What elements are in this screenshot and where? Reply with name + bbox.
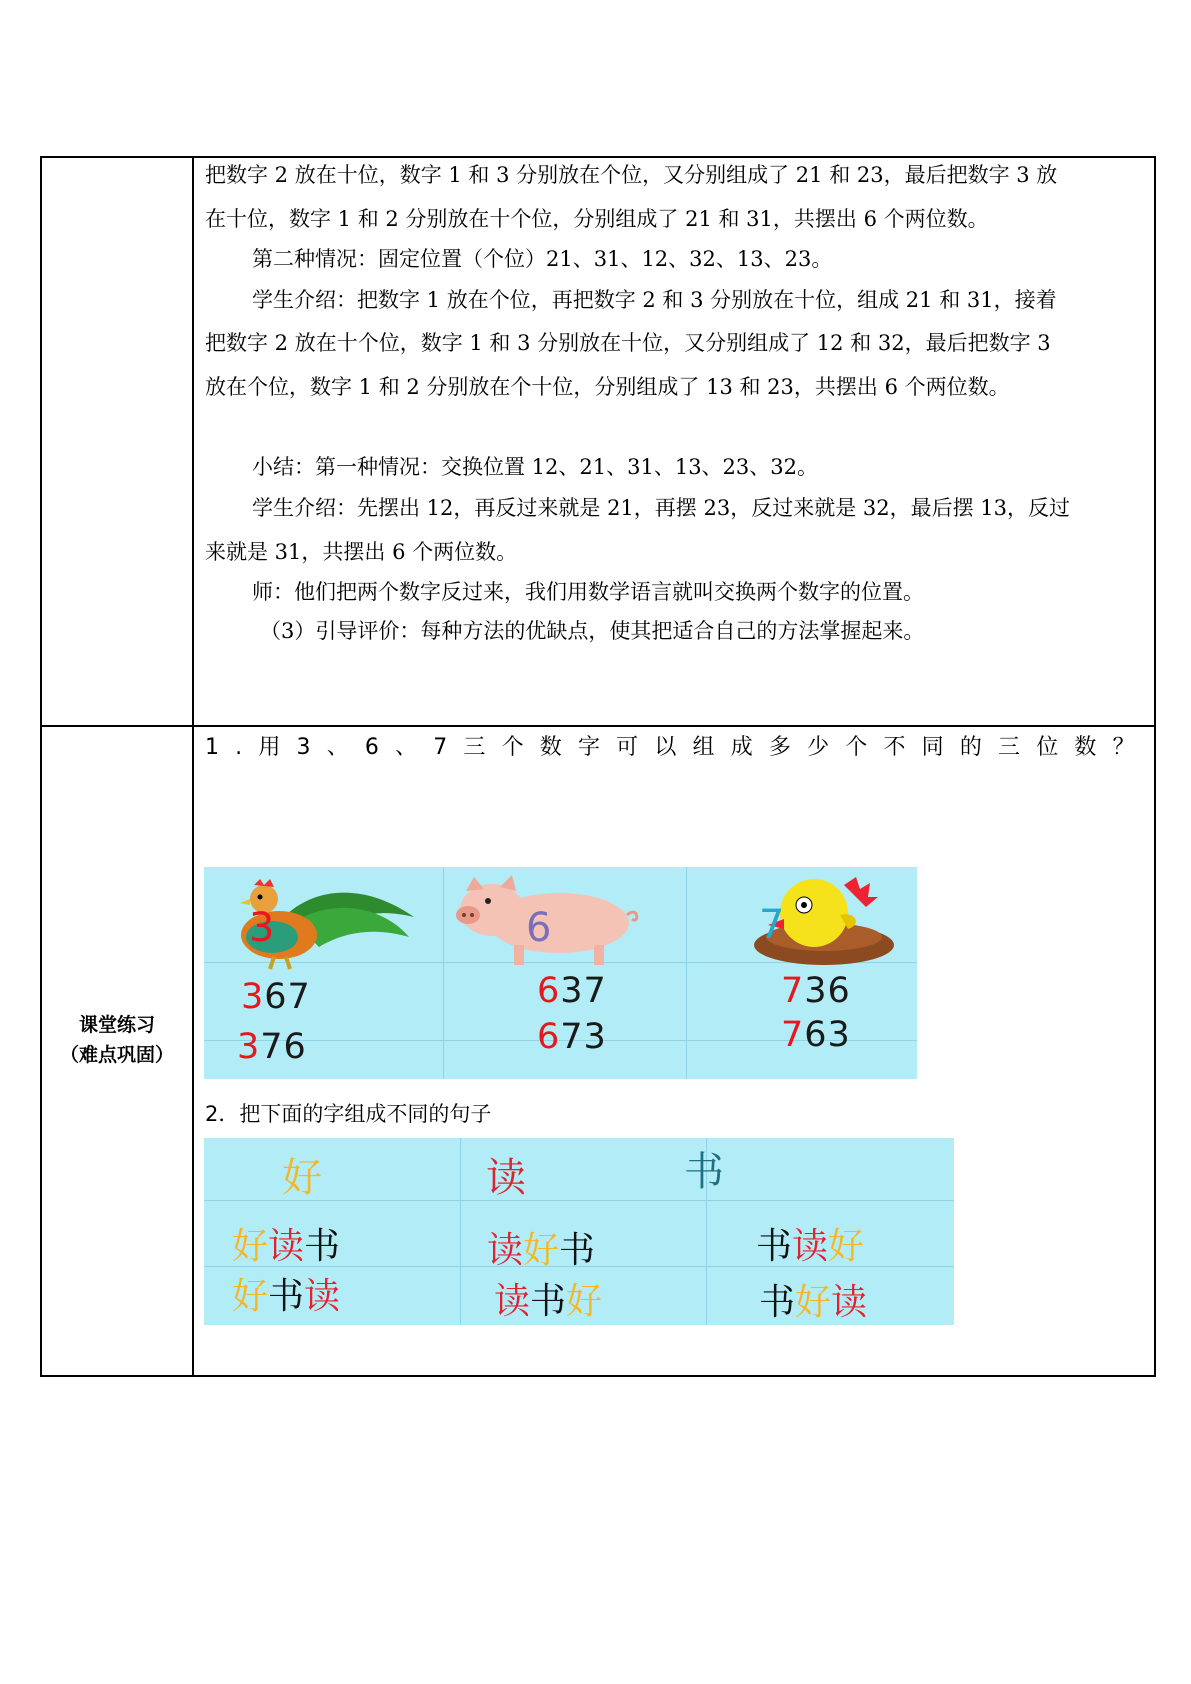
question-char: 数	[1074, 735, 1097, 760]
text-line: 第二种情况：固定位置（个位）21、31、12、32、13、23。	[252, 247, 833, 271]
digit-3: 3	[249, 905, 275, 951]
digit-7: 7	[759, 902, 785, 948]
combo-char: 好	[566, 1281, 603, 1322]
combo-char: 书	[759, 1282, 796, 1323]
combo-sentence	[494, 1273, 602, 1324]
combo-char: 读	[494, 1281, 531, 1322]
number-rest: 73	[560, 1017, 607, 1057]
column-divider	[192, 158, 194, 725]
column-divider	[192, 727, 194, 1377]
header-word-hao: 好	[282, 1155, 322, 1201]
question-char: 字	[577, 735, 600, 760]
question-char: .	[235, 735, 243, 760]
number-lead: 6	[537, 971, 561, 1011]
question-char: 1	[205, 735, 219, 760]
table-row-method	[42, 158, 1154, 727]
combo-char: 书	[559, 1230, 596, 1271]
number-rest: 67	[264, 977, 311, 1017]
digit-6: 6	[526, 905, 552, 951]
combo-sentence	[487, 1222, 595, 1273]
question-char: 个	[845, 735, 868, 760]
question-1	[205, 733, 1135, 763]
combo-char: 书	[756, 1226, 793, 1267]
combo-char: 好	[523, 1230, 560, 1271]
question-char: 组	[692, 735, 715, 760]
text-line: 小结：第一种情况：交换位置 12、21、31、13、23、32。	[252, 455, 819, 479]
combo-char: 读	[304, 1276, 341, 1317]
question-char: 少	[807, 735, 830, 760]
combo-char: 好	[232, 1226, 269, 1267]
text-line: 在十位，数字 1 和 2 分别放在十个位，分别组成了 21 和 31，共摆出 6 个两位数。	[205, 207, 989, 231]
question-char: 3	[296, 735, 311, 760]
row-label-cell	[42, 727, 192, 1377]
number-lead: 6	[537, 1017, 561, 1057]
combo-char: 书	[304, 1226, 341, 1267]
combo-sentence	[756, 1218, 864, 1269]
question-char: 数	[539, 735, 562, 760]
number-637	[537, 971, 607, 1011]
question-char: 可	[616, 735, 639, 760]
table-row-practice	[42, 727, 1154, 1377]
number-rest: 37	[560, 971, 607, 1011]
number-367	[241, 977, 311, 1017]
question-char: 个	[501, 735, 524, 760]
combo-char: 好	[795, 1282, 832, 1323]
number-rest: 76	[260, 1027, 307, 1067]
question-char: 多	[768, 735, 791, 760]
grid-line	[460, 1138, 461, 1325]
row-label-title: 课堂练习	[78, 1014, 155, 1036]
question-2: 2．把下面的字组成不同的句子	[205, 1102, 492, 1126]
question-char: 的	[959, 735, 982, 760]
question-char: 、	[326, 735, 349, 760]
question-char: 、	[395, 735, 418, 760]
text-line: 学生介绍：把数字 1 放在个位，再把数字 2 和 3 分别放在十位，组成 21 和 31，接着	[252, 288, 1057, 312]
number-376	[237, 1027, 307, 1067]
question-char: 7	[433, 735, 448, 760]
question-char: 以	[654, 735, 677, 760]
text-line: （3）引导评价：每种方法的优缺点，使其把适合自己的方法掌握起来。	[260, 619, 925, 643]
grid-line	[686, 867, 687, 1079]
combo-char: 读	[792, 1226, 829, 1267]
number-rest: 36	[804, 971, 851, 1011]
number-lead: 3	[241, 977, 265, 1017]
question-char: 6	[364, 735, 379, 760]
number-lead: 3	[237, 1027, 261, 1067]
number-673	[537, 1017, 607, 1057]
number-lead: 7	[781, 971, 805, 1011]
combo-sentence	[232, 1218, 340, 1269]
combo-char: 好	[828, 1226, 865, 1267]
number-rest: 63	[804, 1015, 851, 1055]
combo-char: 书	[530, 1281, 567, 1322]
text-line: 师：他们把两个数字反过来，我们用数学语言就叫交换两个数字的位置。	[252, 580, 924, 604]
question-char: 不	[883, 735, 906, 760]
header-word-du: 读	[486, 1155, 526, 1201]
question-char: 三	[998, 735, 1021, 760]
combo-char: 书	[268, 1276, 305, 1317]
combo-sentence	[759, 1274, 867, 1325]
combo-sentence	[232, 1268, 340, 1319]
text-line: 把数字 2 放在十个位，数字 1 和 3 分别放在十位，又分别组成了 12 和 32，最后把数字 3	[205, 331, 1051, 355]
numbers-panel	[204, 867, 917, 1079]
text-line: 放在个位，数字 1 和 2 分别放在个十位，分别组成了 13 和 23，共摆出 6 个两位数。	[205, 375, 1010, 399]
question-char: 位	[1036, 735, 1059, 760]
question-char: 同	[921, 735, 944, 760]
question-char: 成	[730, 735, 753, 760]
row-label-subtitle: （难点巩固）	[59, 1044, 174, 1066]
combo-char: 好	[232, 1276, 269, 1317]
text-line: 学生介绍：先摆出 12，再反过来就是 21，再摆 23，反过来就是 32，最后摆 13，反过	[252, 496, 1070, 520]
question-char: ？	[1112, 735, 1135, 760]
text-line: 来就是 31，共摆出 6 个两位数。	[205, 540, 518, 564]
question-char: 三	[463, 735, 486, 760]
text-line: 把数字 2 放在十位，数字 1 和 3 分别放在个位，又分别组成了 21 和 23，最后把数字 3 放	[205, 163, 1058, 187]
words-panel	[204, 1138, 954, 1325]
header-word-shu: 书	[684, 1149, 724, 1195]
number-lead: 7	[781, 1015, 805, 1055]
number-736	[781, 971, 851, 1011]
lesson-table	[40, 156, 1156, 1377]
combo-char: 读	[268, 1226, 305, 1267]
question-char: 用	[258, 735, 281, 760]
combo-char: 读	[487, 1230, 524, 1271]
number-763	[781, 1015, 851, 1055]
combo-char: 读	[831, 1282, 868, 1323]
